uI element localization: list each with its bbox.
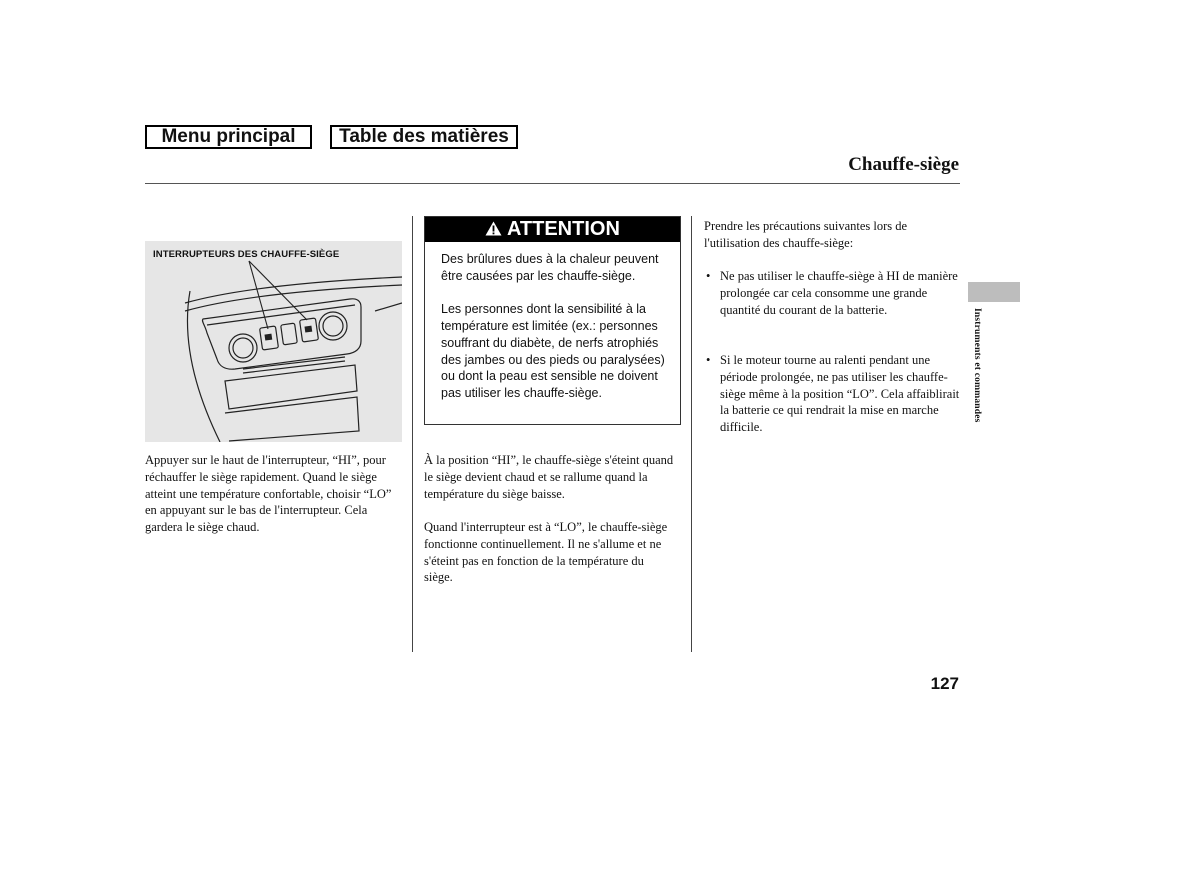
page-number: 127	[930, 674, 959, 693]
section-tab	[968, 282, 1020, 302]
column-divider	[691, 216, 692, 652]
attention-warning-box	[424, 216, 681, 425]
dashboard-drawing	[145, 241, 402, 442]
page-title: Chauffe-siège	[848, 154, 959, 175]
attention-title: ATTENTION	[506, 218, 620, 240]
figure-label: INTERRUPTEURS DES CHAUFFE-SIÈGE	[153, 249, 340, 260]
precautions-intro: Prendre les précautions suivantes lors de l'utilisation des chauffe-siège:	[704, 219, 908, 250]
attention-paragraph: Des brûlures dues à la chaleur peuvent être causées par les chauffe-siège.	[441, 252, 659, 283]
attention-paragraph: Les personnes dont la sensibilité à la température est limitée (ex.: personnes souffrant du diabète, de nerfs atrophiés des jambes ou des pieds ou paralysées) ou dont la peau est sensible ne doivent pas utiliser les chauffe-siège.	[441, 302, 665, 400]
column-divider	[412, 216, 413, 652]
list-item-text: Si le moteur tourne au ralenti pendant une période prolongée, ne pas utiliser les chauffe-siège même à la position “LO”. Cela affaiblirait la batterie ce qui rendrait la mise en marche difficile.	[720, 353, 960, 435]
list-item-text: Ne pas utiliser le chauffe-siège à HI de manière prolongée car cela consomme une grande quantité du courant de la batterie.	[720, 269, 958, 317]
header-divider	[145, 183, 960, 184]
lo-position-paragraph: Quand l'interrupteur est à “LO”, le chauffe-siège fonctionne continuellement. Il ne s'allume et ne s'éteint pas en fonction de la température du siège.	[424, 520, 668, 585]
warning-triangle-icon	[485, 218, 507, 240]
attention-header	[425, 217, 680, 242]
seat-heater-switch-illustration	[145, 241, 402, 442]
bullet-icon: •	[706, 269, 711, 283]
hi-position-paragraph: À la position “HI”, le chauffe-siège s'éteint quand le siège devient chaud et se rallume quand la température du siège baisse.	[424, 453, 674, 501]
bullet-icon: •	[706, 353, 711, 367]
menu-principal-button[interactable]: Menu principal	[145, 125, 312, 149]
section-label: Instruments et commandes	[972, 308, 982, 423]
table-des-matieres-button[interactable]: Table des matières	[330, 125, 518, 149]
heater-usage-paragraph: Appuyer sur le haut de l'interrupteur, “HI”, pour réchauffer le siège rapidement. Quand le siège atteint une température confortable, choisir “LO” en appuyant sur le bas de l'interrupteur. Cela gardera le siège chaud.	[145, 453, 392, 535]
